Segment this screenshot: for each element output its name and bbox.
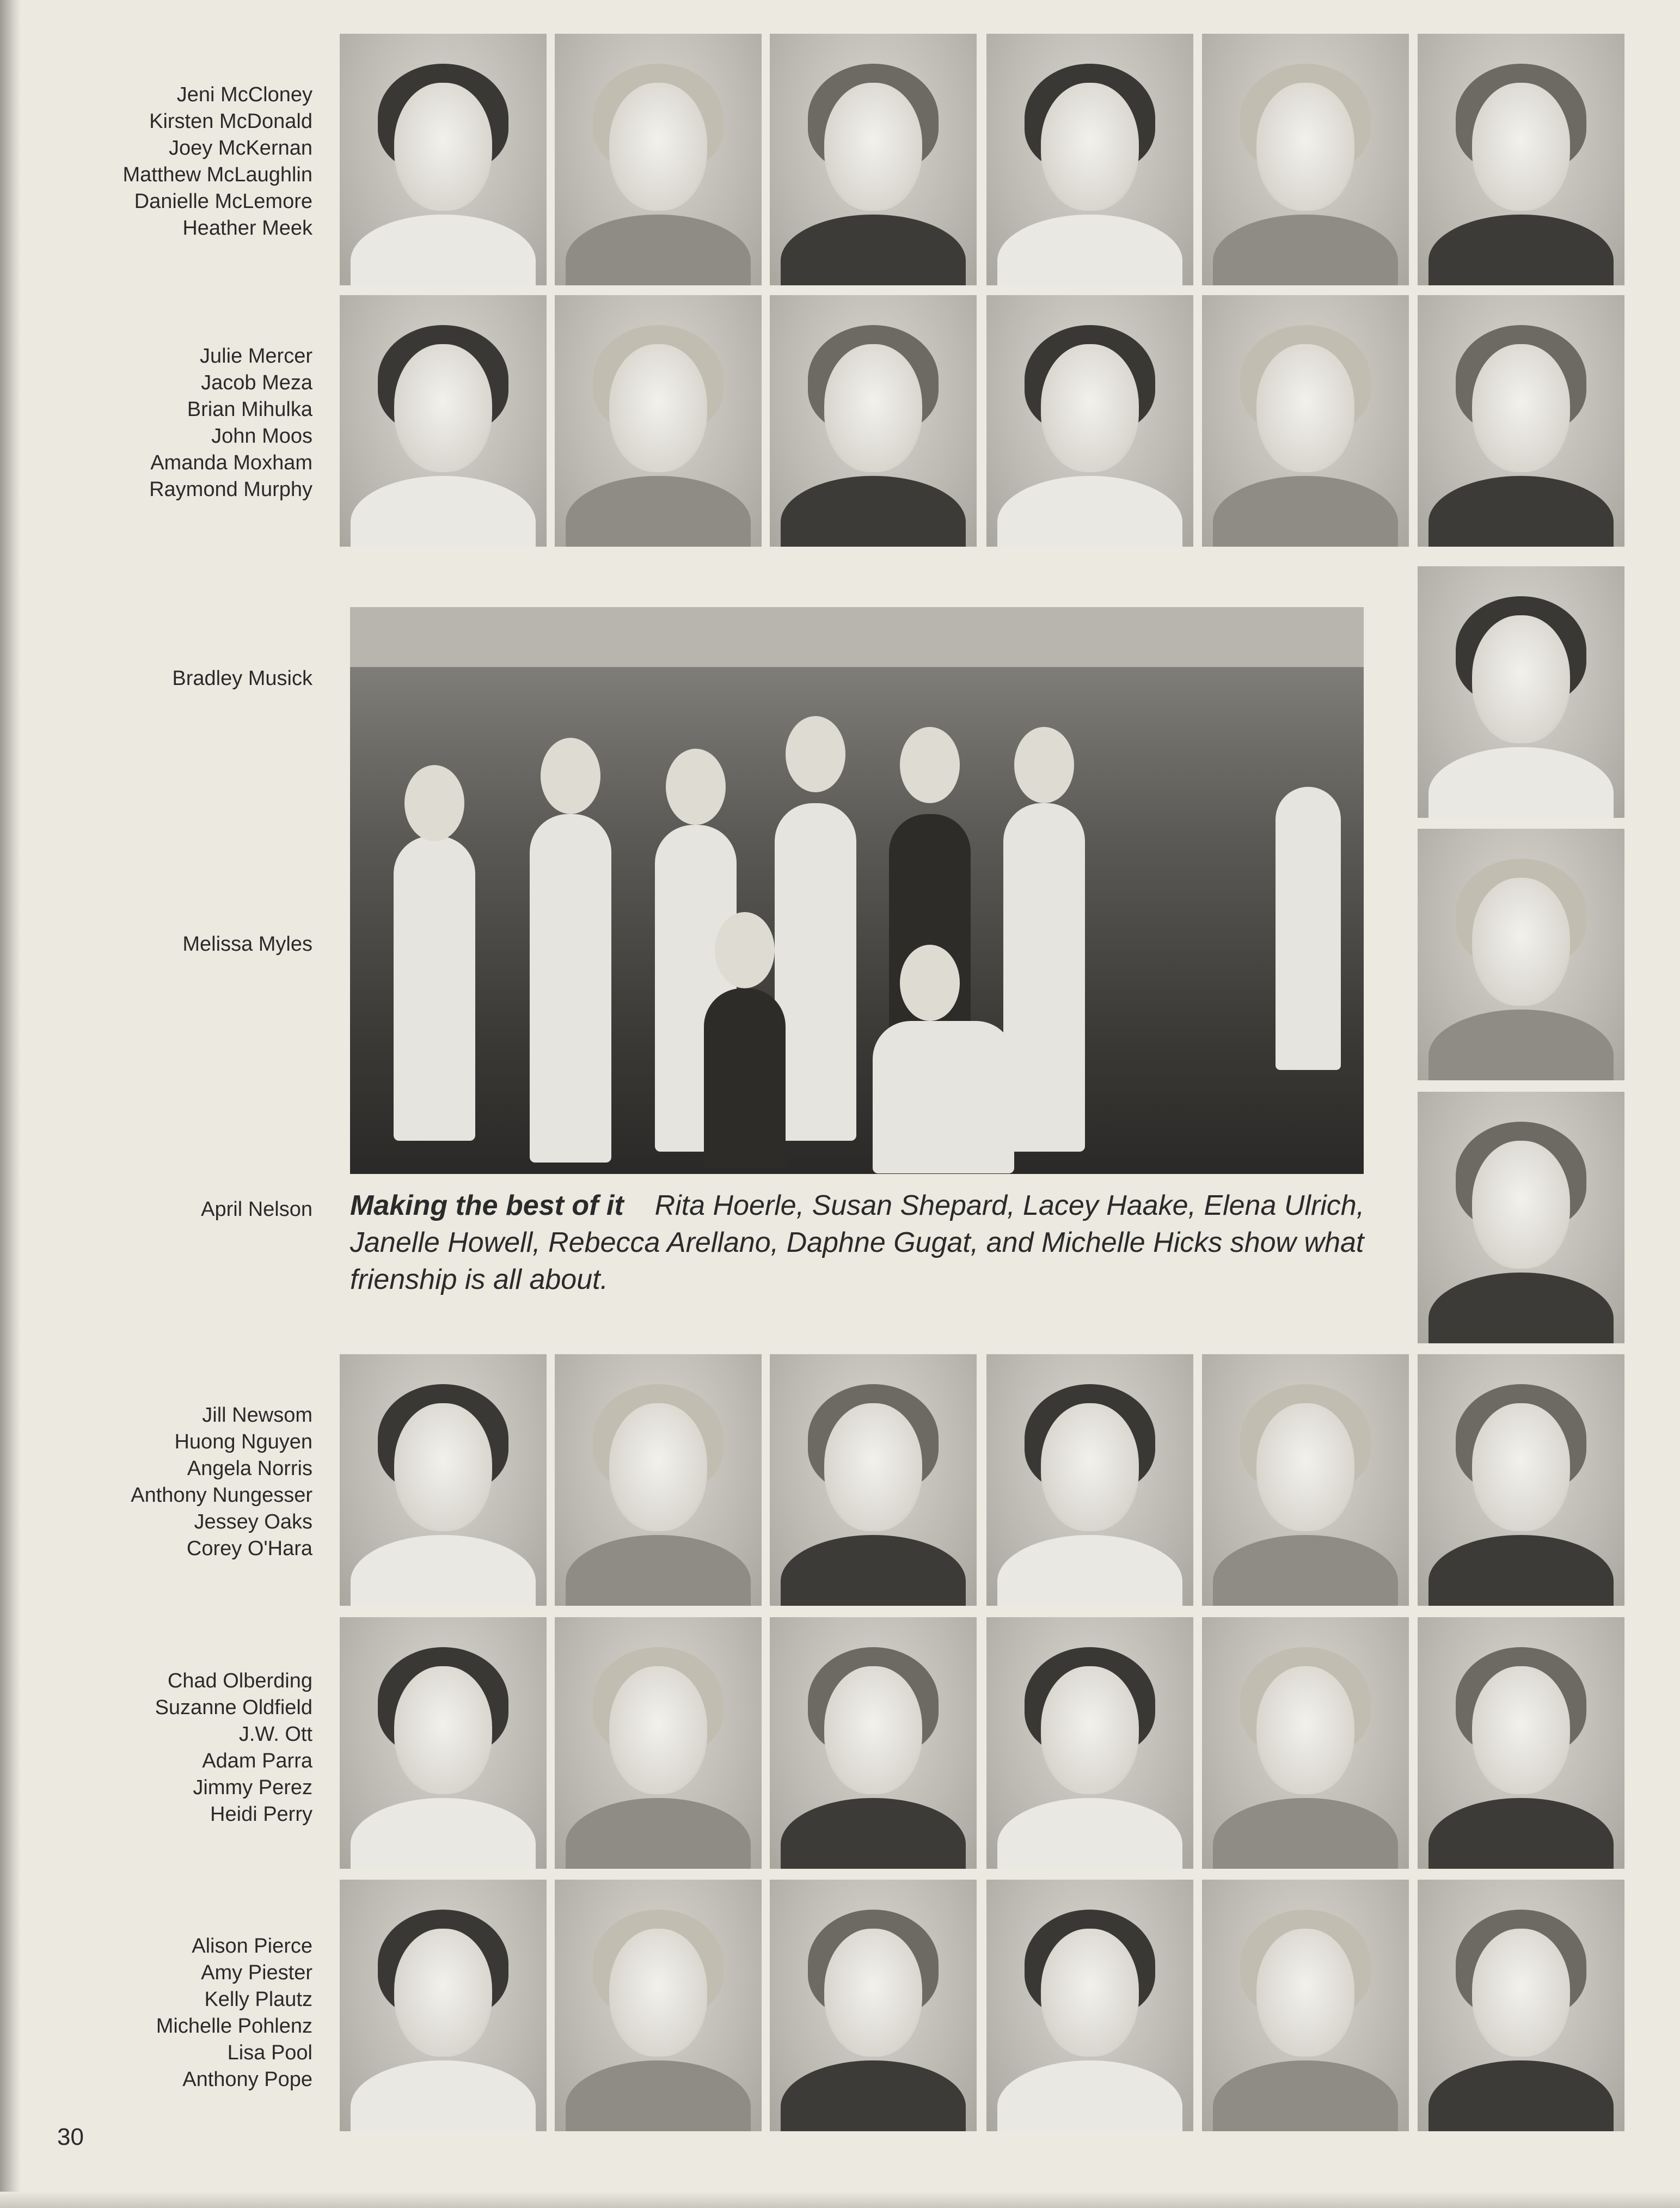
portrait-shoulders	[997, 215, 1182, 285]
portrait-face	[1256, 1403, 1354, 1531]
portrait-face	[1472, 83, 1570, 211]
person-figure	[530, 814, 611, 1163]
student-portrait	[1418, 829, 1624, 1080]
student-name: Jessey Oaks	[194, 1510, 312, 1533]
student-portrait	[770, 34, 977, 285]
portrait-shoulders	[1428, 2060, 1614, 2131]
student-name: Raymond Murphy	[149, 478, 312, 501]
portrait-face	[1041, 1929, 1139, 2057]
portrait-shoulders	[1213, 2060, 1398, 2131]
portrait-shoulders	[1428, 476, 1614, 547]
person-face	[900, 945, 960, 1021]
student-portrait	[1418, 1617, 1624, 1869]
person-face	[541, 738, 600, 814]
student-name: Julie Mercer	[200, 345, 312, 368]
row-4-names	[155, 1668, 312, 1828]
student-name: Jacob Meza	[201, 371, 312, 394]
student-portrait	[1418, 1354, 1624, 1606]
page-number: 30	[57, 2124, 84, 2150]
row-2-names	[149, 343, 312, 503]
student-name: Corey O'Hara	[186, 1537, 312, 1560]
student-name: Lisa Pool	[227, 2041, 312, 2064]
student-name: Danielle McLemore	[134, 190, 312, 213]
portrait-face	[394, 1929, 492, 2057]
portrait-face	[1472, 1141, 1570, 1269]
portrait-shoulders	[566, 215, 751, 285]
student-portrait	[340, 1617, 547, 1869]
portrait-shoulders	[997, 476, 1182, 547]
student-portrait	[770, 1354, 977, 1606]
portrait-shoulders	[1428, 1535, 1614, 1606]
portrait-shoulders	[351, 476, 536, 547]
student-portrait	[340, 295, 547, 547]
portrait-face	[394, 344, 492, 472]
student-portrait	[1418, 1092, 1624, 1343]
portrait-face	[1041, 83, 1139, 211]
portrait-shoulders	[781, 1535, 966, 1606]
student-name: Melissa Myles	[182, 933, 312, 956]
portrait-face	[609, 83, 707, 211]
portrait-shoulders	[781, 476, 966, 547]
portrait-shoulders	[1428, 747, 1614, 818]
portrait-face	[1472, 878, 1570, 1006]
portrait-face	[1041, 1403, 1139, 1531]
student-portrait	[770, 1880, 977, 2131]
portrait-shoulders	[1428, 1273, 1614, 1343]
student-name: Amy Piester	[201, 1961, 312, 1984]
student-name: Joey McKernan	[168, 137, 312, 160]
student-name: Matthew McLaughlin	[122, 163, 312, 186]
portrait-face	[394, 1403, 492, 1531]
portrait-shoulders	[1428, 1010, 1614, 1080]
student-name: J.W. Ott	[238, 1723, 312, 1746]
student-portrait	[1202, 1354, 1409, 1606]
student-portrait	[770, 1617, 977, 1869]
portrait-face	[609, 1666, 707, 1794]
student-name: Adam Parra	[202, 1750, 312, 1772]
student-portrait	[555, 1617, 762, 1869]
student-name: Alison Pierce	[192, 1935, 312, 1958]
student-name: Heidi Perry	[210, 1803, 312, 1826]
person-face	[666, 749, 726, 825]
person-figure	[873, 1021, 1014, 1173]
person-face	[404, 765, 464, 841]
student-name: John Moos	[211, 425, 312, 448]
student-name: Suzanne Oldfield	[155, 1696, 312, 1719]
portrait-shoulders	[351, 1798, 536, 1869]
portrait-face	[1472, 1403, 1570, 1531]
student-name: Heather Meek	[182, 217, 312, 240]
student-name: April Nelson	[201, 1198, 312, 1221]
portrait-shoulders	[781, 2060, 966, 2131]
student-portrait	[555, 1880, 762, 2131]
portrait-face	[394, 1666, 492, 1794]
caption-text: Rita Hoerle, Susan Shepard, Lacey Haake, Elena Ulrich, Janelle Howell, Rebecca Arellano, Daphne Gugat, and Michelle Hicks show what frienship is all about.	[350, 1190, 1365, 1295]
portrait-shoulders	[781, 1798, 966, 1869]
student-portrait	[340, 1354, 547, 1606]
student-portrait	[1202, 1617, 1409, 1869]
person-figure	[1276, 787, 1341, 1070]
portrait-shoulders	[1428, 215, 1614, 285]
gym-wall	[350, 607, 1364, 667]
portrait-face	[609, 1403, 707, 1531]
portrait-shoulders	[566, 2060, 751, 2131]
student-portrait	[1418, 34, 1624, 285]
page-gutter	[0, 0, 21, 2208]
student-portrait	[555, 295, 762, 547]
portrait-shoulders	[1213, 476, 1398, 547]
portrait-shoulders	[566, 476, 751, 547]
person-figure	[704, 988, 786, 1168]
portrait-shoulders	[997, 1535, 1182, 1606]
portrait-shoulders	[351, 215, 536, 285]
portrait-shoulders	[1213, 215, 1398, 285]
caption-lead: Making the best of it	[350, 1190, 624, 1221]
student-name: Jill Newsom	[202, 1404, 312, 1427]
portrait-face	[1256, 344, 1354, 472]
student-portrait	[340, 1880, 547, 2131]
student-name: Anthony Pope	[182, 2068, 312, 2091]
student-name: Jeni McCloney	[176, 83, 312, 106]
portrait-shoulders	[351, 2060, 536, 2131]
portrait-face	[1041, 344, 1139, 472]
portrait-face	[824, 1929, 922, 2057]
portrait-face	[394, 83, 492, 211]
portrait-face	[824, 1666, 922, 1794]
student-portrait	[1202, 295, 1409, 547]
portrait-shoulders	[351, 1535, 536, 1606]
portrait-face	[824, 344, 922, 472]
student-portrait	[986, 295, 1193, 547]
student-name: Huong Nguyen	[174, 1430, 312, 1453]
portrait-face	[824, 1403, 922, 1531]
group-photo	[350, 607, 1364, 1174]
student-portrait	[986, 1880, 1193, 2131]
student-portrait	[1202, 34, 1409, 285]
student-name: Angela Norris	[187, 1457, 312, 1480]
student-name: Kirsten McDonald	[149, 110, 312, 133]
student-portrait	[986, 1617, 1193, 1869]
student-name: Anthony Nungesser	[131, 1484, 312, 1507]
portrait-face	[1041, 1666, 1139, 1794]
student-portrait	[340, 34, 547, 285]
portrait-face	[824, 83, 922, 211]
person-face	[900, 727, 960, 803]
portrait-shoulders	[1213, 1798, 1398, 1869]
student-portrait	[555, 34, 762, 285]
portrait-shoulders	[997, 2060, 1182, 2131]
row-5-names	[156, 1933, 312, 2093]
student-name: Jimmy Perez	[193, 1776, 312, 1799]
portrait-face	[1472, 1929, 1570, 2057]
student-portrait	[986, 34, 1193, 285]
page-bottom-edge	[0, 2192, 1680, 2208]
portrait-shoulders	[1213, 1535, 1398, 1606]
portrait-face	[1472, 615, 1570, 743]
portrait-face	[1472, 344, 1570, 472]
student-name: Amanda Moxham	[150, 451, 312, 474]
portrait-face	[1472, 1666, 1570, 1794]
portrait-face	[1256, 1666, 1354, 1794]
portrait-shoulders	[566, 1798, 751, 1869]
portrait-shoulders	[781, 215, 966, 285]
row-1-names	[122, 82, 312, 242]
portrait-face	[609, 1929, 707, 2057]
student-name: Bradley Musick	[172, 667, 312, 690]
person-figure	[1003, 803, 1085, 1152]
row-3-names	[131, 1402, 312, 1562]
portrait-face	[609, 344, 707, 472]
student-portrait	[770, 295, 977, 547]
student-portrait	[1418, 295, 1624, 547]
person-face	[715, 912, 775, 988]
person-figure	[394, 836, 475, 1141]
student-portrait	[1418, 1880, 1624, 2131]
person-face	[786, 716, 845, 792]
person-figure	[775, 803, 856, 1141]
student-portrait	[1202, 1880, 1409, 2131]
student-name: Chad Olberding	[167, 1669, 312, 1692]
person-face	[1014, 727, 1074, 803]
student-name: Kelly Plautz	[204, 1988, 312, 2011]
student-name: Michelle Pohlenz	[156, 2015, 312, 2038]
student-name: Brian Mihulka	[187, 398, 312, 421]
portrait-shoulders	[1428, 1798, 1614, 1869]
student-portrait	[1418, 566, 1624, 818]
portrait-shoulders	[566, 1535, 751, 1606]
portrait-face	[1256, 1929, 1354, 2057]
photo-caption	[350, 1187, 1384, 1298]
student-portrait	[986, 1354, 1193, 1606]
student-portrait	[555, 1354, 762, 1606]
portrait-shoulders	[997, 1798, 1182, 1869]
portrait-face	[1256, 83, 1354, 211]
